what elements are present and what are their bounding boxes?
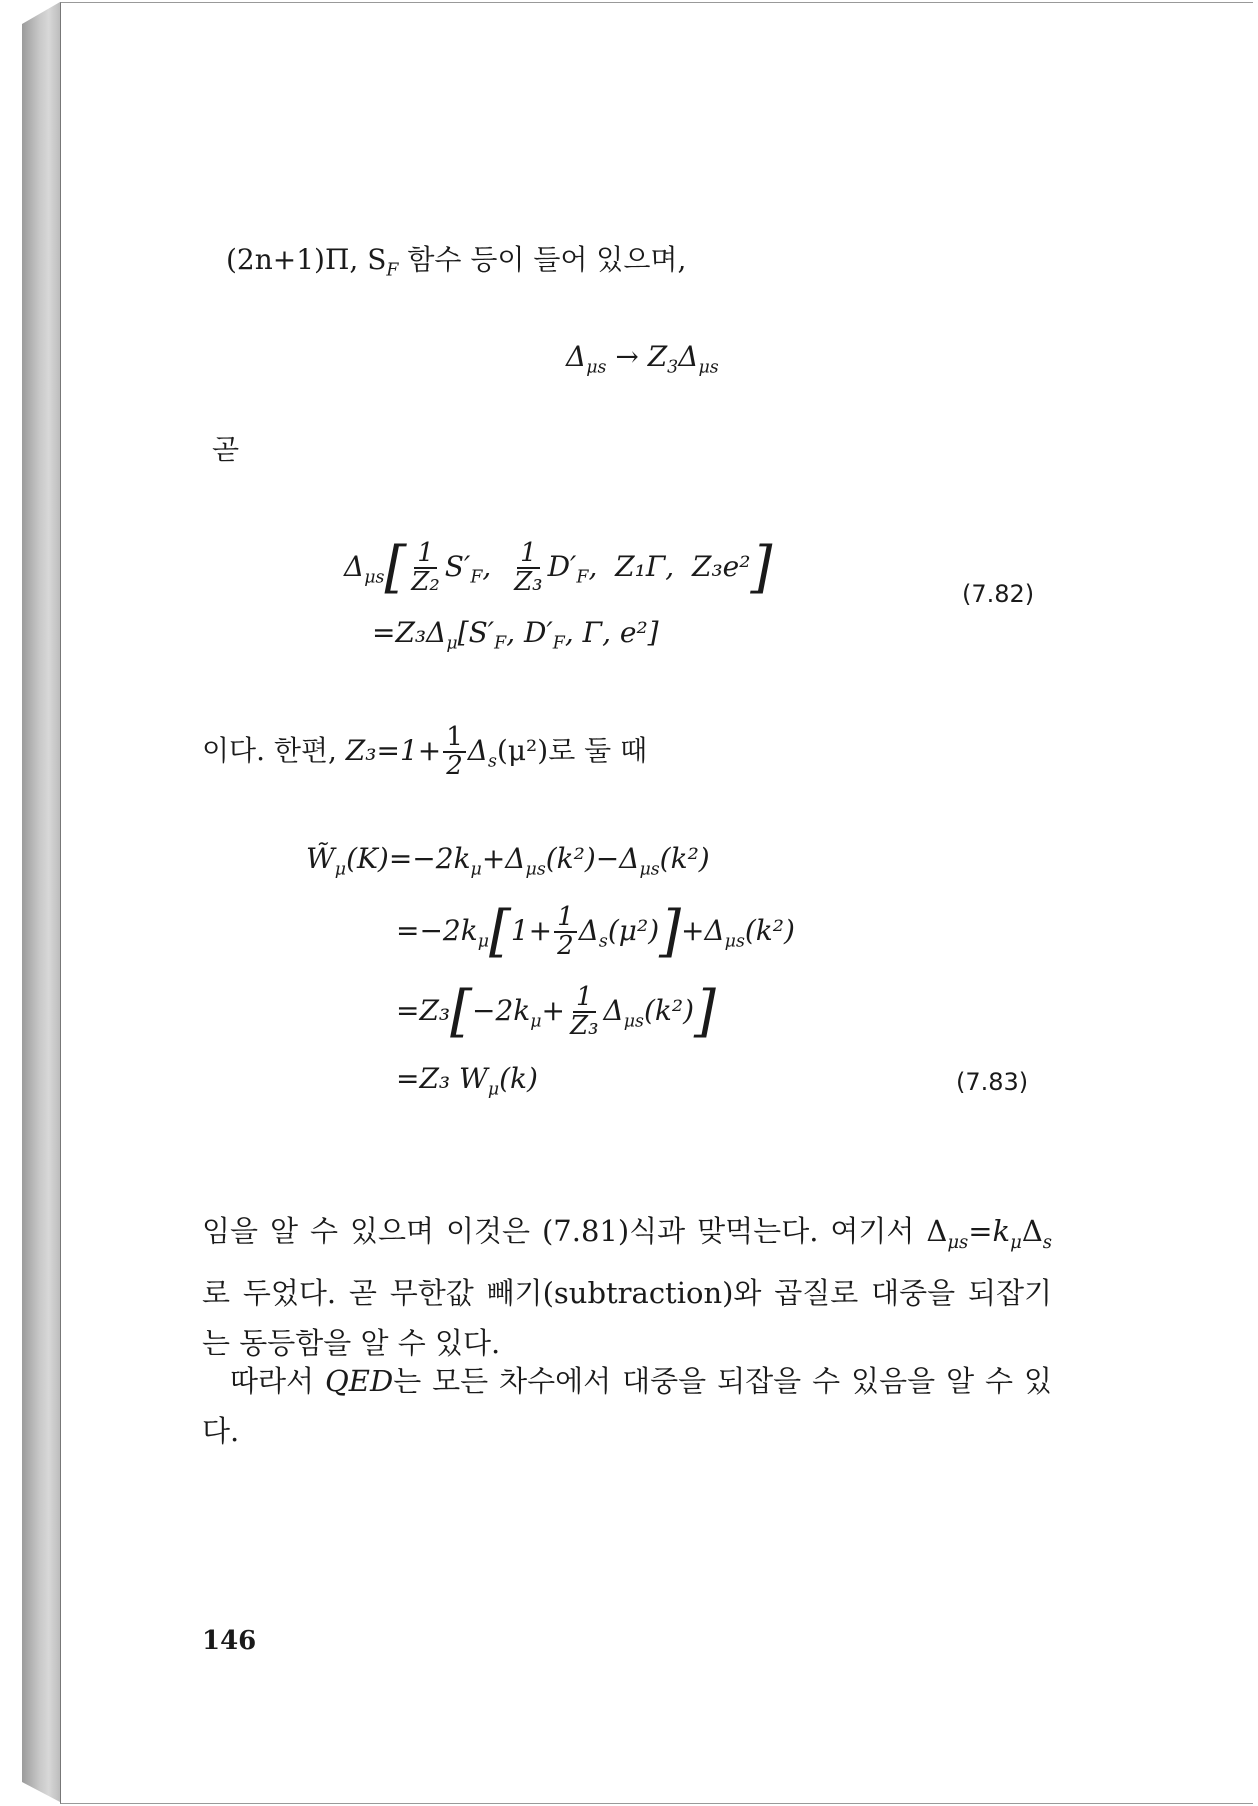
eq782-l2-c: , D′ [506, 616, 553, 649]
intro-line [226, 238, 686, 281]
equation-number-783: (7.83) [956, 1068, 1029, 1096]
delta-rhs-sub: μs [698, 357, 719, 378]
l1-a-sub: μ [470, 859, 482, 880]
l3-b: −2k [472, 993, 531, 1027]
frac-den: Z₃ [570, 1011, 599, 1042]
w-tilde: W̃ [306, 842, 335, 875]
eq783-line4 [396, 1062, 538, 1100]
eq783-line2 [396, 898, 795, 964]
para2-a: 따라서 [230, 1364, 325, 1398]
l2-d: (μ²) [607, 913, 660, 947]
term-sf-sub: F [470, 567, 483, 588]
book-spine-edge [22, 2, 60, 1802]
hanpyeon-z: Z₃=1+ [345, 733, 442, 767]
l2-a: =−2k [396, 913, 478, 947]
term-df: D′ [547, 549, 577, 583]
frac-1-z2 [408, 540, 443, 597]
l1-b-sub: μs [525, 859, 546, 880]
l2-b: 1+ [510, 913, 553, 947]
eq783-line3 [396, 978, 716, 1044]
equation-number-782: (7.82) [962, 580, 1035, 608]
eq783-line1 [306, 842, 710, 880]
right-bracket: ] [694, 978, 716, 1044]
delta-lhs: Δ [566, 340, 587, 373]
para1-sub3: s [1042, 1231, 1052, 1253]
hanpyeon-delta: Δ [467, 733, 488, 767]
eq782-line2 [372, 616, 659, 654]
frac-num: 1 [443, 724, 466, 753]
term-df-sub: F [576, 567, 589, 588]
eq782-delta: Δ [344, 549, 365, 583]
left-bracket: [ [384, 534, 407, 600]
eq782-delta-sub: μs [364, 567, 385, 588]
left-bracket: [ [489, 898, 511, 964]
eq782-l2-sub: μ [446, 633, 458, 654]
l2-e: +Δ [680, 913, 725, 947]
hanpyeon-delta-sub: s [488, 751, 497, 772]
l4-b: (k) [499, 1062, 538, 1095]
paragraph-1 [202, 1206, 1052, 1368]
para1-sub2: μ [1010, 1231, 1022, 1253]
delta-equation [566, 340, 719, 378]
frac-1-z3 [511, 540, 546, 597]
gon-word: 곧 [212, 433, 240, 466]
l2-c-sub: s [598, 931, 608, 952]
l1-c-sub: μs [639, 859, 660, 880]
page-number: 146 [202, 1626, 257, 1656]
eq782-line1: $\Delta_{\mu s}$[ $\frac{1}{\text{Z₂}}$ $S'_F$, $\frac{1}{\text{Z₃}}$ $D'_F$, Z₁Γ, Z₃e²] [344, 534, 773, 600]
para1-b: =k [968, 1214, 1011, 1248]
l3-e: (k²) [643, 993, 694, 1027]
para1-d: 로 두었다. 곧 무한값 빼기(subtraction)와 곱질로 대중을 되잡기는 동등함을 알 수 있다. [202, 1275, 1052, 1360]
delta-arrow: → Z [606, 340, 668, 373]
frac-1-z3 [567, 984, 602, 1041]
frac-den: 2 [446, 751, 463, 782]
term-z3e2: Z₃e² [691, 549, 751, 583]
l3-d: Δ [603, 993, 624, 1027]
l1-a: (K)=−2k [346, 842, 471, 875]
frac-num: 1 [554, 904, 577, 933]
l1-b: +Δ [481, 842, 526, 875]
eq782-l2-end: , Γ, e²] [564, 616, 659, 649]
para1-sub1: μs [947, 1231, 969, 1253]
hanpyeon-end: (μ²)로 둘 때 [496, 733, 648, 767]
l3-d-sub: μs [623, 1011, 644, 1032]
para1-c: Δ [1021, 1214, 1043, 1248]
l3-b-sub: μ [530, 1011, 542, 1032]
frac-num: 1 [517, 540, 540, 569]
paragraph-2 [202, 1356, 1052, 1456]
right-bracket: ] [659, 898, 681, 964]
l2-e-sub: μs [724, 931, 745, 952]
w-sub: μ [334, 859, 347, 880]
frac-num: 1 [414, 540, 437, 569]
l2-f: (k²) [744, 913, 795, 947]
frac-1-2 [443, 724, 466, 781]
delta-z-sub: 3 [667, 357, 679, 378]
term-sf: S′ [444, 549, 471, 583]
l3-a: =Z₃ [396, 993, 451, 1027]
para2-qed: QED [325, 1364, 394, 1398]
l1-d: (k²) [659, 842, 710, 875]
frac-1-2 [554, 904, 577, 961]
term-z1gamma: Z₁Γ, [615, 549, 675, 583]
eq782-l2-csub: F [552, 633, 565, 654]
eq782-l2-bsub: F [494, 633, 507, 654]
frac-den: Z₂ [411, 567, 440, 598]
l2-c: Δ [578, 913, 599, 947]
delta-rhs: Δ [678, 340, 699, 373]
l4-a: =Z₃ W [396, 1062, 488, 1095]
right-bracket: ] [750, 534, 773, 600]
l3-c: + [541, 993, 566, 1027]
para1-a: 임을 알 수 있으며 이것은 (7.81)식과 맞먹는다. 여기서 Δ [202, 1214, 948, 1248]
eq782-l2-b: [S′ [457, 616, 495, 649]
eq782-l2-a: =Z₃Δ [372, 616, 447, 649]
intro-text: 함수 등이 들어 있으며, [398, 243, 687, 276]
delta-lhs-sub: μs [586, 357, 607, 378]
frac-den: Z₃ [514, 567, 543, 598]
para2-b: 는 모든 차수에서 대중을 되잡을 수 있음을 알 수 있다. [202, 1364, 1053, 1448]
hanpyeon-prefix: 이다. 한편, [202, 733, 346, 767]
frac-num: 1 [573, 984, 596, 1013]
l2-a-sub: μ [477, 931, 489, 952]
hanpyeon-line [202, 724, 647, 781]
l4-a-sub: μ [487, 1079, 500, 1100]
frac-den: 2 [557, 931, 574, 962]
l1-c: (k²)−Δ [545, 842, 640, 875]
intro-sub: F [386, 260, 399, 281]
left-bracket: [ [450, 978, 472, 1044]
intro-math: (2n+1)Π, S [226, 243, 387, 276]
